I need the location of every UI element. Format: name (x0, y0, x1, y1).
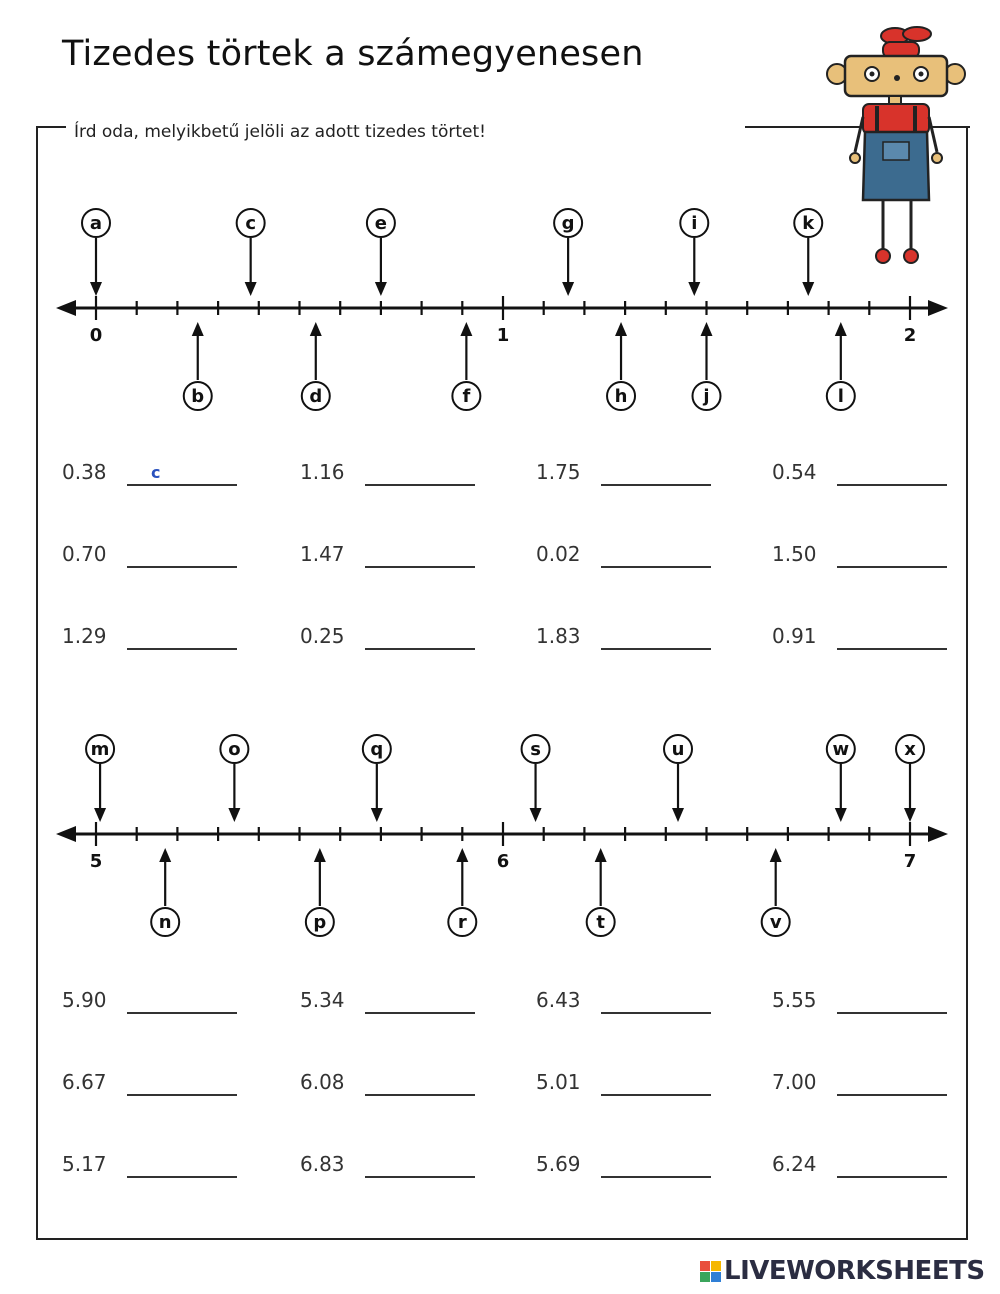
exercise-number: 5.90 (62, 988, 107, 1012)
exercise-number: 0.91 (772, 624, 817, 648)
answer-input[interactable] (837, 624, 947, 650)
answer-input[interactable] (127, 1152, 237, 1178)
axis-label: 5 (89, 851, 103, 872)
exercise-item (772, 988, 972, 1018)
exercise-item (300, 988, 500, 1018)
liveworksheets-logo-icon (700, 1261, 721, 1282)
exercise-number: 1.16 (300, 460, 345, 484)
marker-letter: j (703, 386, 710, 407)
axis-label: 6 (496, 851, 510, 872)
exercise-item (536, 1070, 736, 1100)
answer-input[interactable] (365, 624, 475, 650)
marker-letter: f (462, 386, 471, 407)
exercise-item (62, 460, 262, 490)
marker-letter: w (832, 739, 850, 760)
exercise-number: 5.69 (536, 1152, 581, 1176)
marker-letter: t (596, 912, 605, 933)
page-title: Tizedes törtek a számegyenesen (62, 34, 644, 74)
exercise-number: 1.47 (300, 542, 345, 566)
exercise-number: 0.25 (300, 624, 345, 648)
axis-label: 1 (496, 325, 510, 346)
answer-input[interactable] (837, 1070, 947, 1096)
answer-input[interactable] (365, 542, 475, 568)
marker-letter: i (691, 213, 698, 234)
exercise-item (772, 1152, 972, 1182)
exercise-number: 0.70 (62, 542, 107, 566)
number-line-5-7 (0, 722, 1000, 952)
answer-input[interactable] (837, 542, 947, 568)
marker-letter: c (245, 213, 256, 234)
answer-input[interactable] (127, 1070, 237, 1096)
exercise-item (62, 624, 262, 654)
marker-letter: e (374, 213, 388, 234)
answer-input[interactable] (127, 624, 237, 650)
exercise-number: 5.01 (536, 1070, 581, 1094)
marker-f (452, 322, 480, 410)
exercise-number: 6.08 (300, 1070, 345, 1094)
marker-j (693, 322, 721, 410)
marker-letter: p (313, 912, 327, 933)
answer-input[interactable] (601, 1070, 711, 1096)
marker-m (86, 735, 114, 822)
marker-v (762, 848, 790, 936)
exercise-item (300, 460, 500, 490)
axis-label: 2 (903, 325, 917, 346)
exercise-item (62, 542, 262, 572)
exercise-item (300, 1070, 500, 1100)
marker-c (237, 209, 265, 296)
exercise-number: 0.38 (62, 460, 107, 484)
answer-input[interactable] (127, 988, 237, 1014)
exercise-number: 5.34 (300, 988, 345, 1012)
exercise-number: 5.55 (772, 988, 817, 1012)
marker-letter: x (904, 739, 916, 760)
answer-input[interactable] (365, 460, 475, 486)
answer-input[interactable] (365, 988, 475, 1014)
answer-input[interactable] (601, 460, 711, 486)
axis-label: 7 (903, 851, 917, 872)
marker-letter: r (457, 912, 467, 933)
marker-r (448, 848, 476, 936)
exercise-item (536, 988, 736, 1018)
marker-letter: o (228, 739, 241, 760)
marker-letter: q (370, 739, 384, 760)
axis-arrow-right-icon (928, 300, 948, 316)
exercise-number: 0.54 (772, 460, 817, 484)
exercise-number: 1.83 (536, 624, 581, 648)
exercise-item (536, 624, 736, 654)
marker-x (896, 735, 924, 822)
answer-input[interactable] (601, 988, 711, 1014)
exercise-number: 1.50 (772, 542, 817, 566)
exercise-item (300, 1152, 500, 1182)
exercise-number: 1.75 (536, 460, 581, 484)
exercise-item (62, 988, 262, 1018)
answer-input[interactable] (127, 460, 237, 486)
exercise-item (772, 542, 972, 572)
marker-letter: v (769, 912, 782, 933)
marker-letter: k (802, 213, 815, 234)
answer-input[interactable] (837, 460, 947, 486)
exercise-item (772, 460, 972, 490)
answer-input[interactable] (365, 1152, 475, 1178)
frame-top-left (36, 126, 66, 128)
marker-g (554, 209, 582, 296)
answer-input[interactable] (127, 542, 237, 568)
marker-b (184, 322, 212, 410)
axis-arrow-left-icon (56, 300, 76, 316)
marker-letter: h (614, 386, 628, 407)
exercise-item (300, 542, 500, 572)
exercise-number: 6.67 (62, 1070, 107, 1094)
exercise-number: 6.24 (772, 1152, 817, 1176)
marker-letter: n (158, 912, 172, 933)
marker-letter: s (530, 739, 541, 760)
exercise-item (536, 542, 736, 572)
marker-u (664, 735, 692, 822)
answer-input[interactable] (837, 1152, 947, 1178)
instruction-text: Írd oda, melyikbetű jelöli az adott tizedes törtet! (74, 122, 486, 142)
marker-q (363, 735, 391, 822)
exercise-number: 5.17 (62, 1152, 107, 1176)
axis-label: 0 (89, 325, 103, 346)
exercise-number: 1.29 (62, 624, 107, 648)
exercise-item (536, 1152, 736, 1182)
exercise-number: 0.02 (536, 542, 581, 566)
marker-letter: l (837, 386, 844, 407)
marker-e (367, 209, 395, 296)
marker-letter: g (561, 213, 575, 234)
exercise-item (62, 1152, 262, 1182)
marker-l (827, 322, 855, 410)
marker-letter: a (89, 213, 103, 234)
marker-o (220, 735, 248, 822)
marker-s (522, 735, 550, 822)
marker-letter: b (191, 386, 205, 407)
answer-input[interactable] (365, 1070, 475, 1096)
marker-n (151, 848, 179, 936)
exercise-item (300, 624, 500, 654)
answer-input[interactable] (601, 542, 711, 568)
marker-p (306, 848, 334, 936)
marker-letter: d (309, 386, 323, 407)
marker-t (587, 848, 615, 936)
answer-input[interactable] (837, 988, 947, 1014)
marker-h (607, 322, 635, 410)
brand-footer (700, 1256, 985, 1286)
marker-letter: u (671, 739, 685, 760)
brand-name: LIVEWORKSHEETS (724, 1256, 985, 1286)
marker-d (302, 322, 330, 410)
exercise-item (772, 1070, 972, 1100)
exercise-number: 6.43 (536, 988, 581, 1012)
exercise-number: 6.83 (300, 1152, 345, 1176)
exercise-number: 7.00 (772, 1070, 817, 1094)
exercise-item (62, 1070, 262, 1100)
marker-i (680, 209, 708, 296)
answer-input[interactable] (601, 624, 711, 650)
answer-input[interactable] (601, 1152, 711, 1178)
marker-letter: m (90, 739, 110, 760)
marker-k (794, 209, 822, 296)
exercise-item (536, 460, 736, 490)
marker-a (82, 209, 110, 296)
marker-w (827, 735, 855, 822)
axis-arrow-left-icon (56, 826, 76, 842)
exercise-item (772, 624, 972, 654)
axis-arrow-right-icon (928, 826, 948, 842)
number-line-0-2 (0, 196, 1000, 426)
